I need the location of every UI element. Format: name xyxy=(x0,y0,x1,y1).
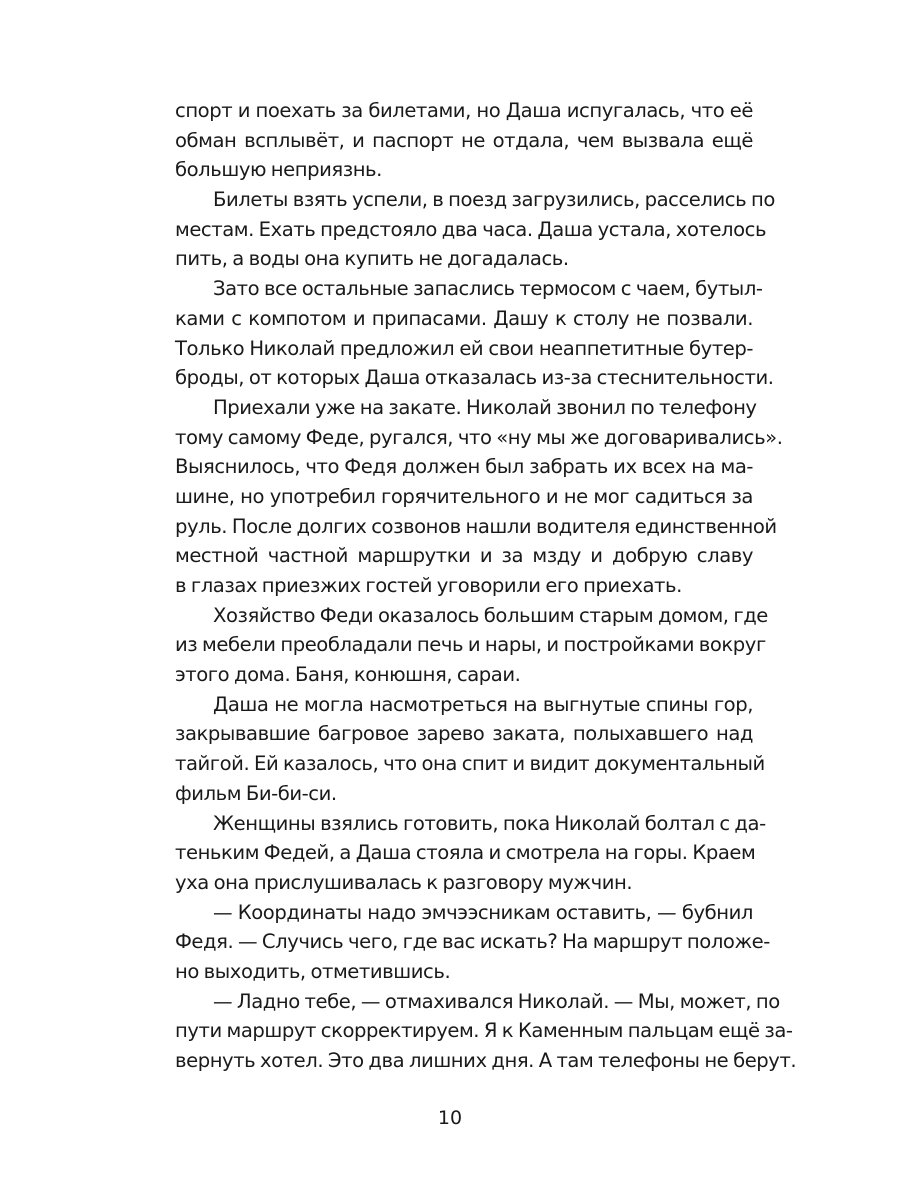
text-line: закрывавшие багровое зарево заката, полыхавшего над xyxy=(175,722,753,746)
text-line: теньким Федей, а Даша стояла и смотрела на горы. Краем xyxy=(175,841,756,865)
text-line: фильм Би-би-си. xyxy=(175,781,337,805)
text-line: местной частной маршрутки и за мзду и добрую славу xyxy=(175,544,753,568)
text-line: вернуть хотел. Это два лишних дня. А там телефоны не берут. xyxy=(175,1049,797,1072)
paragraph xyxy=(175,274,774,393)
text-line: но выходить, отметившись. xyxy=(175,959,451,983)
paragraph xyxy=(175,809,766,898)
text-line: местам. Ехать предстояло два часа. Даша устала, хотелось xyxy=(175,217,767,241)
text-line: обман всплывёт, и паспорт не отдала, чем вызвала ещё xyxy=(175,128,753,152)
paragraph xyxy=(175,601,768,690)
text-line: — Ладно тебе, — отмахивался Николай. — Мы, может, по xyxy=(213,989,780,1013)
text-line: этого дома. Баня, конюшня, сараи. xyxy=(175,663,521,687)
text-line: пить, а воды она купить не догадалась. xyxy=(175,247,569,271)
text-line: тайгой. Ей казалось, что она спит и видит документальный xyxy=(175,752,765,776)
text-line: Билеты взять успели, в поезд загрузились, расселись по xyxy=(213,188,775,212)
paragraph xyxy=(175,185,775,274)
text-line: ками с компотом и припасами. Дашу к столу не позвали. xyxy=(175,306,753,330)
text-line: Хозяйство Феди оказалось большим старым домом, где xyxy=(213,603,768,627)
paragraph xyxy=(175,96,753,185)
text-line: пути маршрут скорректируем. Я к Каменным пальцам ещё за- xyxy=(175,1019,793,1043)
text-line: спорт и поехать за билетами, но Даша испугалась, что её xyxy=(175,99,753,122)
text-line: Женщины взялись готовить, пока Николай болтал с да- xyxy=(213,811,766,835)
paragraph xyxy=(175,393,783,601)
text-line: Приехали уже на закате. Николай звонил по телефону xyxy=(213,395,757,419)
text-line: Выяснилось, что Федя должен был забрать их всех на ма- xyxy=(175,455,753,479)
paragraph xyxy=(175,898,770,987)
text-line: в глазах приезжих гостей уговорили его приехать. xyxy=(175,574,682,597)
paragraph xyxy=(175,690,765,809)
text-line: Только Николай предложил ей свои неаппетитные бутер- xyxy=(175,336,753,360)
page-body-text xyxy=(175,96,797,1076)
text-line: из мебели преобладали печь и нары, и постройками вокруг xyxy=(175,633,766,657)
paragraph xyxy=(175,987,797,1076)
text-line: руль. После долгих созвонов нашли водителя единственной xyxy=(175,514,777,538)
text-line: Зато все остальные запаслись термосом с чаем, бутыл- xyxy=(213,277,763,301)
text-line: Федя. — Случись чего, где вас искать? На маршрут положе- xyxy=(175,930,770,954)
text-line: броды, от которых Даша отказалась из-за стеснительности. xyxy=(175,366,774,390)
page-number: 10 xyxy=(437,1107,463,1129)
text-line: большую неприязнь. xyxy=(175,158,382,182)
text-line: шине, но употребил горячительного и не мог садиться за xyxy=(175,484,753,508)
text-line: уха она прислушивалась к разговору мужчин. xyxy=(175,870,633,894)
text-line: — Координаты надо эмчээсникам оставить, — бубнил xyxy=(213,900,753,924)
text-line: тому самому Феде, ругался, что «ну мы же договаривались». xyxy=(175,425,783,449)
text-line: Даша не могла насмотреться на выгнутые спины гор, xyxy=(213,692,753,716)
